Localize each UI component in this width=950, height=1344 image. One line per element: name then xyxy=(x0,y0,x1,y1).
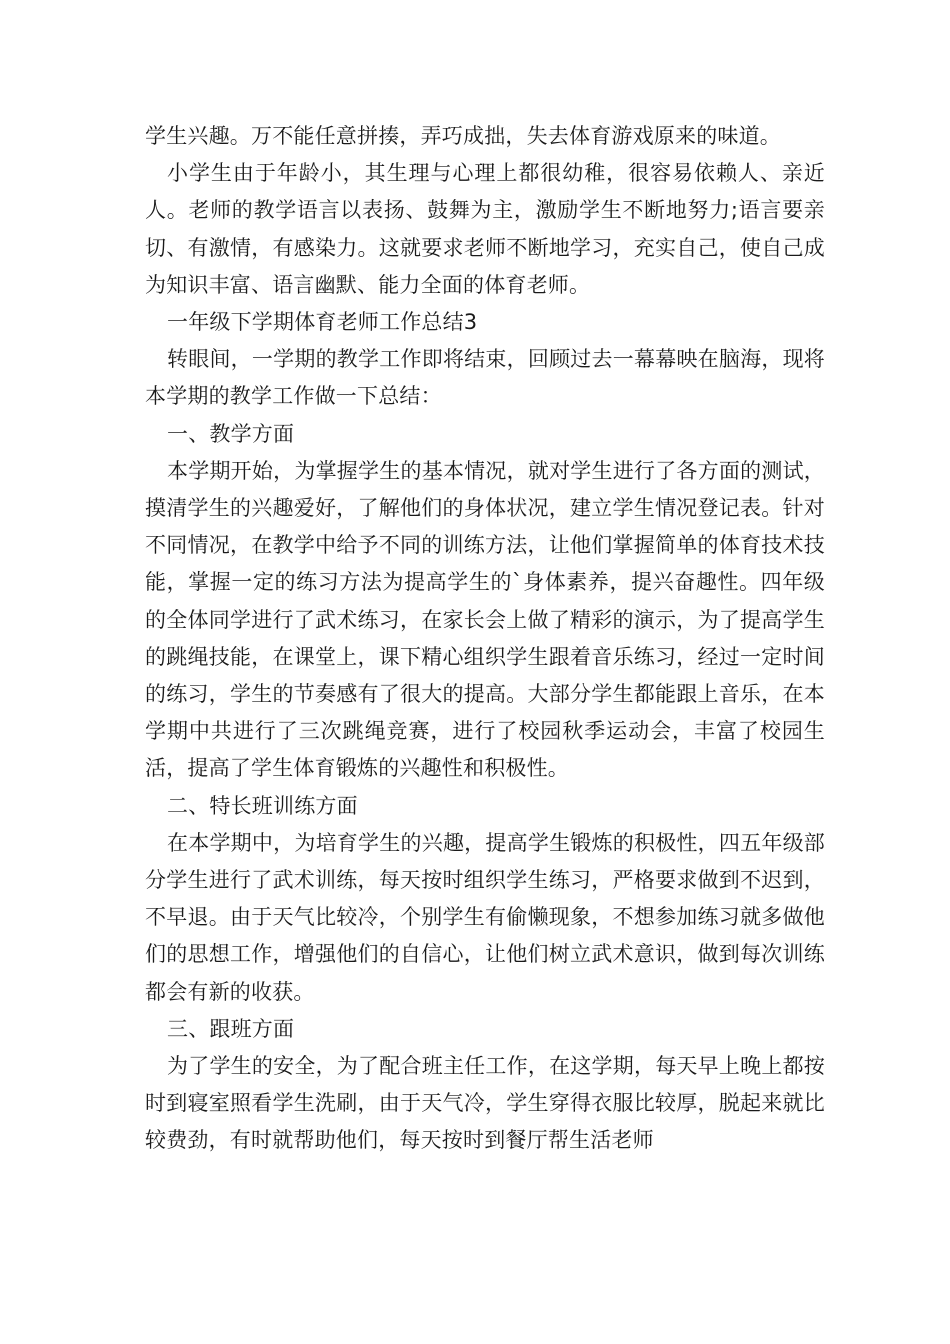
paragraph-body: 本学期开始，为掌握学生的基本情况，就对学生进行了各方面的测试，摸清学生的兴趣爱好，了解他们的身体状况，建立学生情况登记表。针对不同情况，在教学中给予不同的训练方法，让他们掌握简单的体育技术技能，掌握一定的练习方法为提高学生的`身体素养，提兴奋趣性。四年级的全体同学进行了武术练习，在家长会上做了精彩的演示，为了提高学生的跳绳技能，在课堂上，课下精心组织学生跟着音乐练习，经过一定时间的练习，学生的节奏感有了很大的提高。大部分学生都能跟上音乐，在本学期中共进行了三次跳绳竞赛，进行了校园秋季运动会，丰富了校园生活，提高了学生体育锻炼的兴趣性和积极性。 xyxy=(145,458,825,781)
document-body xyxy=(145,118,825,1160)
paragraph-body: 转眼间，一学期的教学工作即将结束，回顾过去一幕幕映在脑海，现将本学期的教学工作做一下总结： xyxy=(145,347,825,409)
section-title: 一年级下学期体育老师工作总结3 xyxy=(167,310,478,335)
paragraph-body: 为了学生的安全，为了配合班主任工作，在这学期，每天早上晚上都按时到寝室照看学生洗刷，由于天气冷，学生穿得衣服比较厚，脱起来就比较费劲，有时就帮助他们，每天按时到餐厅帮生活老师 xyxy=(145,1054,825,1153)
section-heading-training: 二、特长班训练方面 xyxy=(167,793,358,818)
paragraph-body: 小学生由于年龄小，其生理与心理上都很幼稚，很容易依赖人、亲近人。老师的教学语言以表扬、鼓舞为主，激励学生不断地努力;语言要亲切、有激情，有感染力。这就要求老师不断地学习，充实自己，使自己成为知识丰富、语言幽默、能力全面的体育老师。 xyxy=(145,161,825,297)
paragraph-body: 在本学期中，为培育学生的兴趣，提高学生锻炼的积极性，四五年级部分学生进行了武术训练，每天按时组织学生练习，严格要求做到不迟到，不早退。由于天气比较冷，个别学生有偷懒现象，不想参加练习就多做他们的思想工作，增强他们的自信心，让他们树立武术意识，做到每次训练都会有新的收获。 xyxy=(145,830,825,1004)
paragraph-continuation: 学生兴趣。万不能任意拼揍，弄巧成拙，失去体育游戏原来的味道。 xyxy=(145,124,781,148)
section-heading-teaching: 一、教学方面 xyxy=(167,421,295,446)
section-heading-class-follow: 三、跟班方面 xyxy=(167,1016,295,1041)
